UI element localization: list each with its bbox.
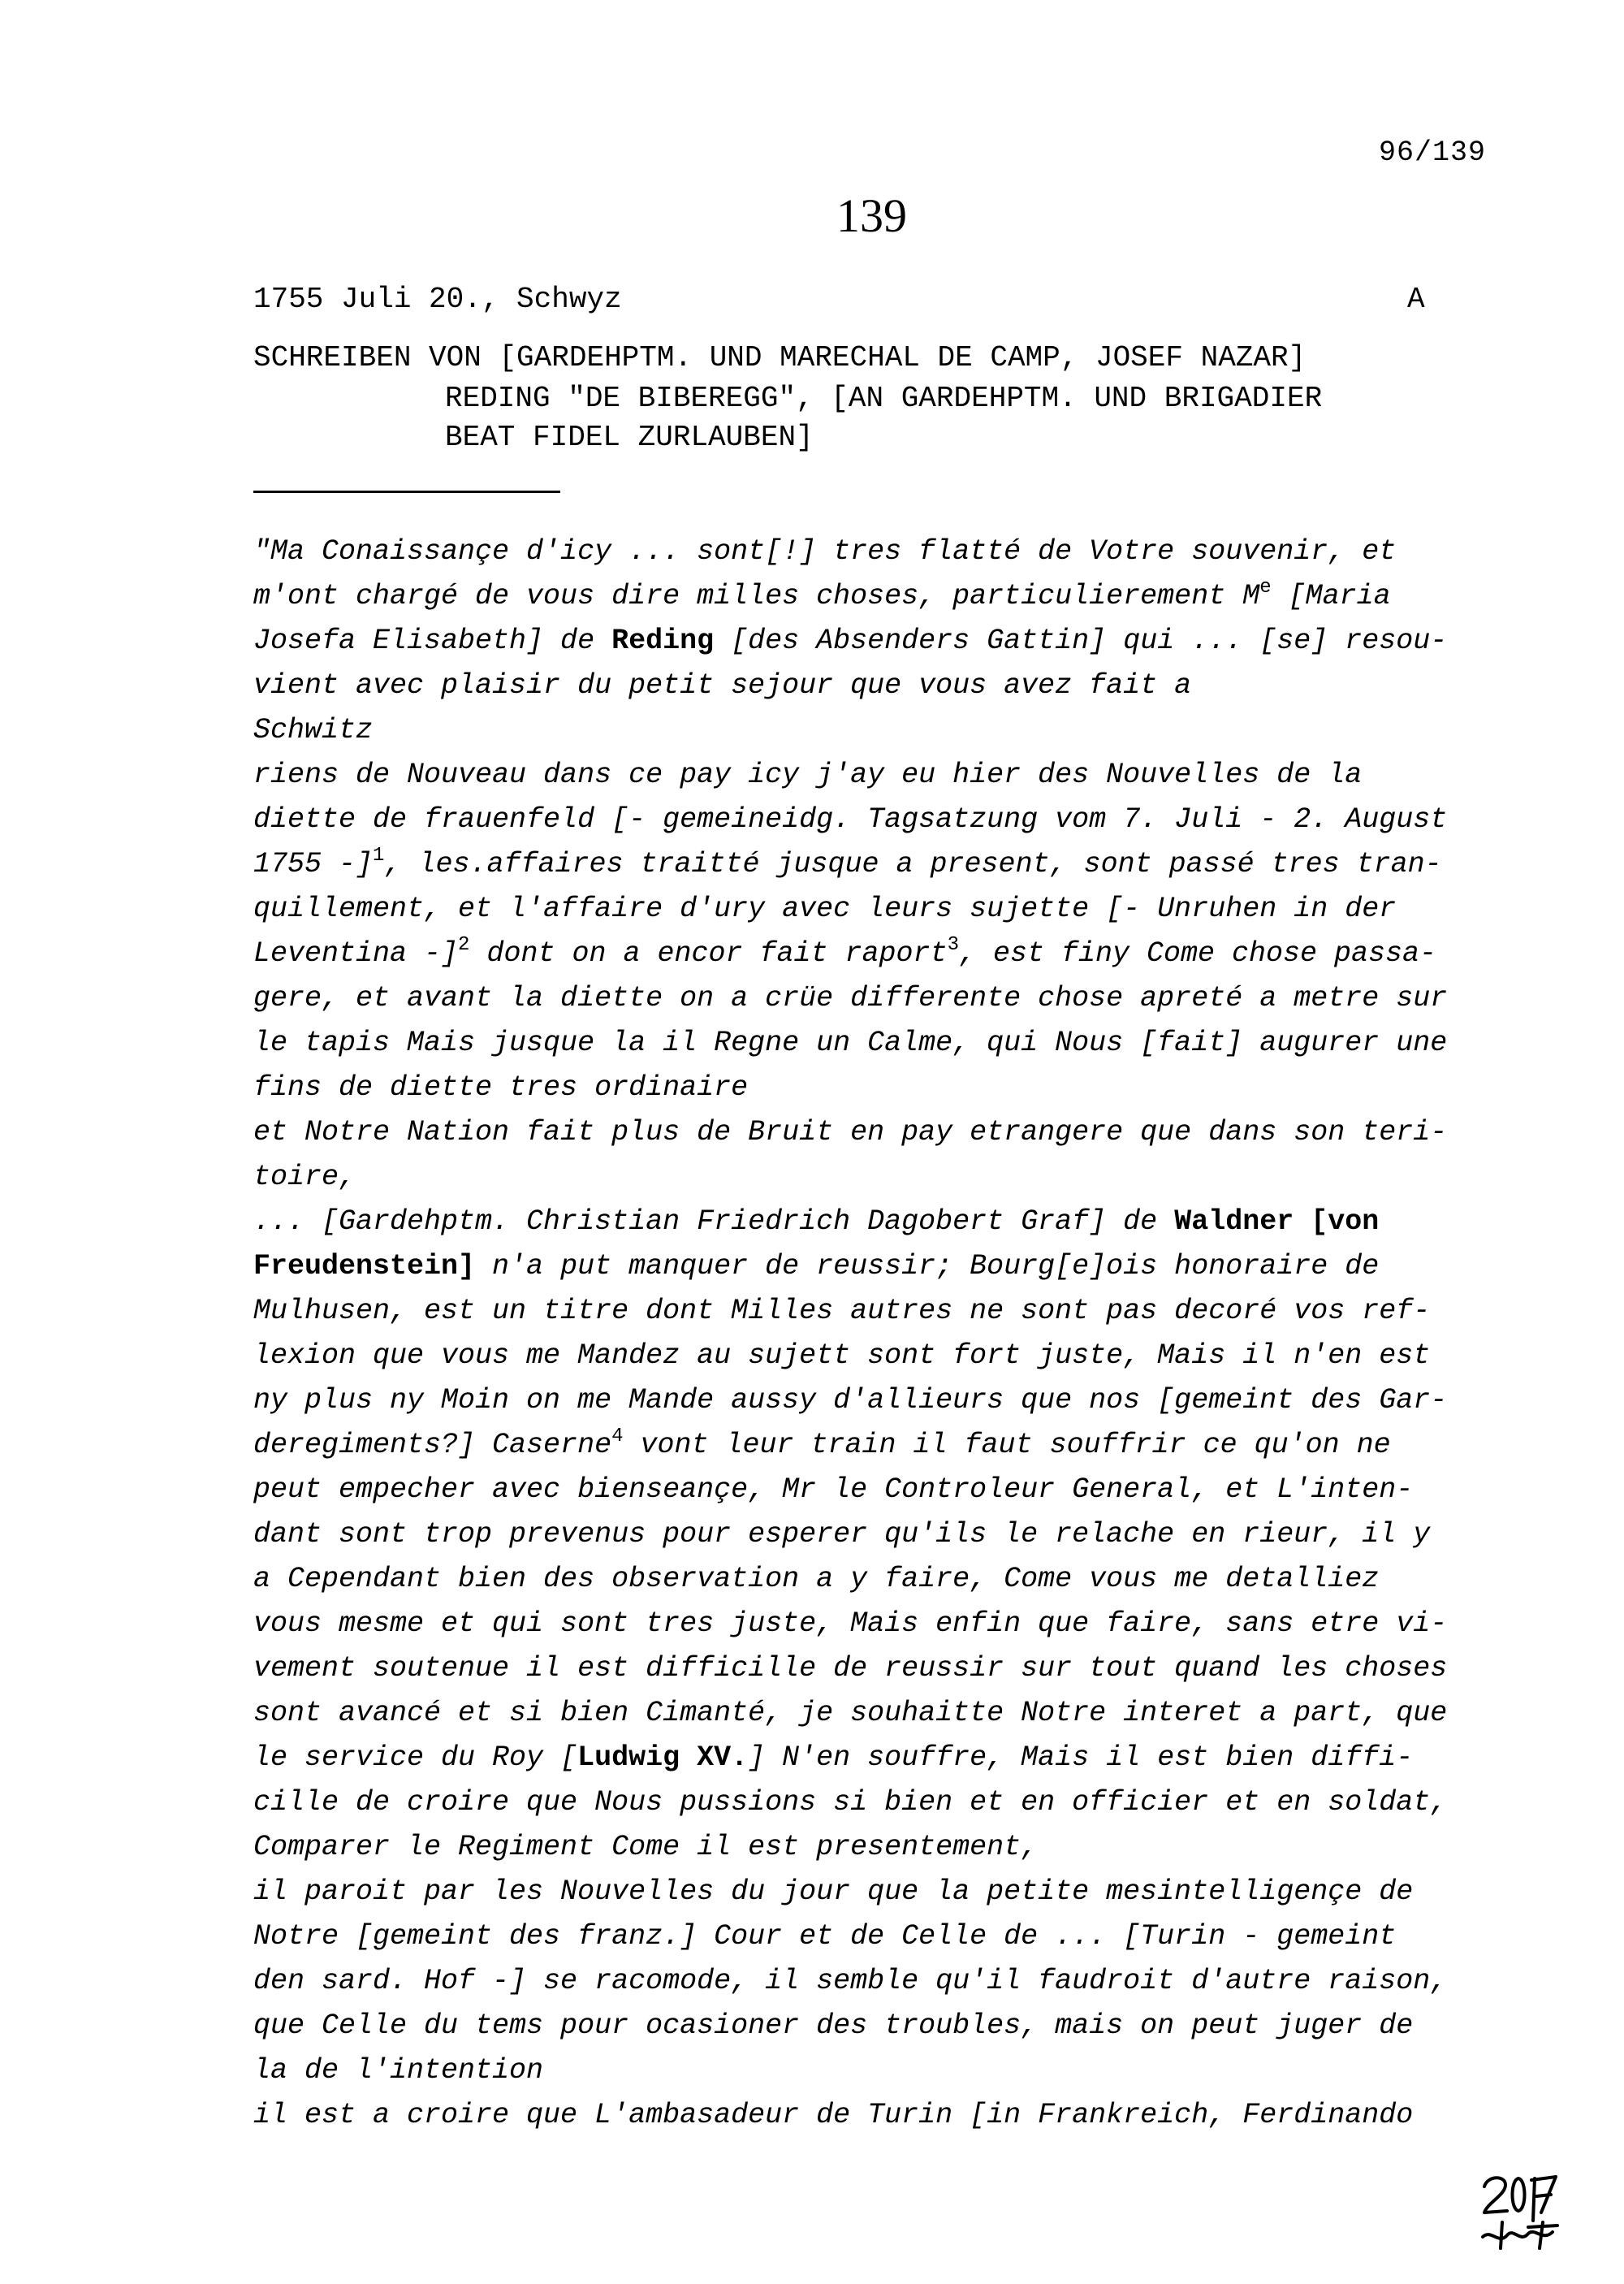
bold-name: Waldner [von	[1174, 1205, 1380, 1238]
body-line: Leventina -]$^2$ dont on a encor fait raport$^3$, est finy Come chose passa-	[253, 934, 1437, 970]
title-line-3: BEAT FIDEL ZURLAUBEN]	[445, 421, 814, 454]
archive-reference: 96/139	[1378, 136, 1486, 169]
document-number: 139	[836, 189, 907, 242]
body-line: cille de croire que Nous pussions si bien et en officier et en soldat,	[253, 1786, 1448, 1819]
document-type: A	[1407, 283, 1425, 316]
footnote-superscript: 1	[373, 845, 385, 867]
body-line: dant sont trop prevenus pour esperer qu'ils le relache en rieur, il y	[253, 1518, 1431, 1551]
body-line: le service du Roy [Ludwig XV.] N'en souffre, Mais il est bien diffi-	[253, 1741, 1414, 1774]
body-line: vous mesme et qui sont tres juste, Mais enfin que faire, sans etre vi-	[253, 1607, 1448, 1640]
body-line: et Notre Nation fait plus de Bruit en pay etrangere que dans son teri-	[253, 1116, 1448, 1148]
bold-name: Freudenstein]	[253, 1250, 476, 1283]
body-line: sont avancé et si bien Cimanté, je souhaitte Notre interet a part, que	[253, 1697, 1448, 1729]
body-line: Comparer le Regiment Come il est presentement,	[253, 1831, 1039, 1863]
body-line: Freudenstein] n'a put manquer de reussir; Bourg[e]ois honoraire de	[253, 1250, 1380, 1283]
bold-name: Reding	[611, 625, 715, 657]
body-line: 1755 -]$^1$, les.affaires traitté jusque a present, sont passé tres tran-	[253, 845, 1442, 880]
title-line-2: REDING "DE BIBEREGG", [AN GARDEHPTM. UND BRIGADIER	[445, 382, 1323, 415]
footnote-superscript: 3	[947, 934, 959, 956]
title-line-1: SCHREIBEN VON [GARDEHPTM. UND MARECHAL DE CAMP, JOSEF NAZAR]	[253, 341, 1307, 374]
body-line: toire,	[253, 1161, 356, 1193]
body-line: peut empecher avec bienseançe, Mr le Controleur General, et L'inten-	[253, 1473, 1414, 1506]
body-line: Schwitz	[253, 714, 374, 746]
body-line: quillement, et l'affaire d'ury avec leurs sujette [- Unruhen in der	[253, 893, 1397, 925]
body-line: "Ma Conaissançe d'icy ... sont[!] tres flatté de Votre souvenir, et	[253, 535, 1397, 568]
body-line: lexion que vous me Mandez au sujett sont fort juste, Mais il n'en est	[253, 1339, 1431, 1372]
body-line: ny plus ny Moin on me Mande aussy d'allieurs que nos [gemeint des Gar-	[253, 1384, 1448, 1417]
body-line: a Cependant bien des observation a y faire, Come vous me detalliez	[253, 1563, 1380, 1595]
body-line: vement soutenue il est difficille de reussir sur tout quand les choses	[253, 1652, 1448, 1685]
body-line: m'ont chargé de vous dire milles choses, particulierement Me [Maria	[253, 577, 1391, 612]
body-line: gere, et avant la diette on a crüe differente chose apreté a metre sur	[253, 982, 1448, 1014]
body-line: la de l'intention	[253, 2054, 544, 2087]
footnote-superscript: 2	[458, 934, 470, 956]
body-line: ... [Gardehptm. Christian Friedrich Dagobert Graf] de Waldner [von	[253, 1205, 1380, 1238]
body-line: il est a croire que L'ambasadeur de Turin [in Frankreich, Ferdinando	[253, 2099, 1414, 2131]
footnote-superscript: 4	[611, 1425, 624, 1447]
body-line: diette de frauenfeld [- gemeineidg. Tagsatzung vom 7. Juli - 2. August	[253, 803, 1448, 836]
handwritten-folio-number	[1478, 2170, 1567, 2250]
body-line: il paroit par les Nouvelles du jour que la petite mesintelligençe de	[253, 1875, 1414, 1908]
separator-rule	[253, 491, 560, 493]
body-line: que Celle du tems pour ocasioner des troubles, mais on peut juger de	[253, 2009, 1414, 2042]
body-line: Notre [gemeint des franz.] Cour et de Celle de ... [Turin - gemeint	[253, 1920, 1397, 1953]
body-line: deregiments?] Caserne$^4$ vont leur train il faut souffrir ce qu'on ne	[253, 1425, 1391, 1461]
letter-body	[253, 530, 1520, 2138]
bold-name: Ludwig XV.	[577, 1741, 749, 1774]
date-place: 1755 Juli 20., Schwyz	[253, 283, 622, 316]
body-line: le tapis Mais jusque la il Regne un Calme, qui Nous [fait] augurer une	[253, 1027, 1448, 1059]
body-line: Josefa Elisabeth] de Reding [des Absenders Gattin] qui ... [se] resou-	[253, 625, 1448, 657]
body-line: den sard. Hof -] se racomode, il semble qu'il faudroit d'autre raison,	[253, 1965, 1448, 1997]
body-line: vient avec plaisir du petit sejour que vous avez fait a	[253, 669, 1192, 702]
body-line: riens de Nouveau dans ce pay icy j'ay eu hier des Nouvelles de la	[253, 759, 1363, 791]
footnote-superscript: e	[1259, 577, 1272, 599]
body-line: Mulhusen, est un titre dont Milles autres ne sont pas decoré vos ref-	[253, 1295, 1431, 1327]
body-line: fins de diette tres ordinaire	[253, 1071, 749, 1104]
